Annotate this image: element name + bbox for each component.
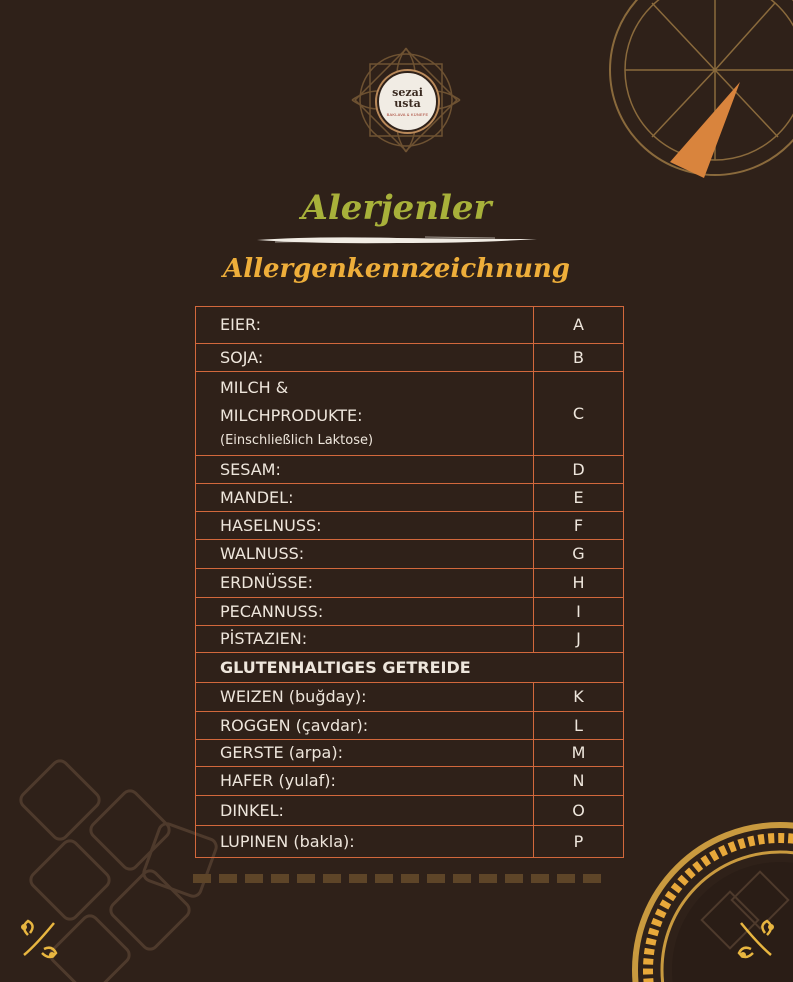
grain-name: LUPINEN (bakla):: [196, 826, 534, 858]
brush-stroke-divider: [255, 234, 539, 246]
flourish-right-icon: [733, 915, 779, 961]
allergen-note: (Einschließlich Laktose): [220, 433, 374, 448]
table-row: [196, 598, 624, 626]
table-row: [196, 456, 624, 484]
table-row: [196, 826, 624, 858]
table-row: [196, 484, 624, 512]
allergen-name-multiline: [196, 372, 534, 456]
table-row: [196, 740, 624, 767]
page-title-german: Allergenkennzeichnung: [223, 254, 570, 284]
allergen-code: B: [534, 344, 624, 372]
grain-name: WEIZEN (buğday):: [196, 683, 534, 712]
logo-line-1: sezai: [392, 85, 423, 99]
grain-name: HAFER (yulaf):: [196, 767, 534, 796]
table-row: [196, 767, 624, 796]
allergen-code: E: [534, 484, 624, 512]
allergen-name: MANDEL:: [196, 484, 534, 512]
table-row: [196, 344, 624, 372]
allergen-code: I: [534, 598, 624, 626]
grain-name: ROGGEN (çavdar):: [196, 712, 534, 740]
grain-name: DINKEL:: [196, 796, 534, 826]
logo-line-2: usta: [394, 96, 421, 110]
grain-code: O: [534, 796, 624, 826]
allergen-code: A: [534, 307, 624, 344]
page-title-turkish: Alerjenler: [301, 188, 492, 228]
table-row: [196, 512, 624, 540]
allergen-code: D: [534, 456, 624, 484]
allergen-name-line-1: MILCH &: [220, 378, 289, 397]
allergen-name-line-2: MILCHPRODUKTE:: [220, 406, 363, 425]
table-row: [196, 683, 624, 712]
table-row: [196, 796, 624, 826]
allergen-name: HASELNUSS:: [196, 512, 534, 540]
allergen-name: SOJA:: [196, 344, 534, 372]
grain-code: M: [534, 740, 624, 767]
table-row: [196, 307, 624, 344]
table-row: [196, 712, 624, 740]
allergen-code: J: [534, 626, 624, 653]
grain-name: GERSTE (arpa):: [196, 740, 534, 767]
allergen-code: F: [534, 512, 624, 540]
allergen-table: [195, 306, 624, 858]
allergen-name: PİSTAZIEN:: [196, 626, 534, 653]
grain-code: K: [534, 683, 624, 712]
allergen-name: SESAM:: [196, 456, 534, 484]
logo-tagline: BAKLAVA & KÜNEFE: [386, 111, 429, 117]
allergen-name: EIER:: [196, 307, 534, 344]
allergen-code: G: [534, 540, 624, 569]
dashed-divider: [193, 874, 601, 883]
citrus-slice-decoration: [600, 0, 793, 200]
allergen-name: WALNUSS:: [196, 540, 534, 569]
grain-code: N: [534, 767, 624, 796]
allergen-name: PECANNUSS:: [196, 598, 534, 626]
logo-badge: [377, 71, 438, 132]
table-group-row: [196, 653, 624, 683]
gluten-group-header: GLUTENHALTIGES GETREIDE: [196, 653, 624, 683]
table-row: [196, 569, 624, 598]
table-row: [196, 540, 624, 569]
grain-code: P: [534, 826, 624, 858]
table-row: [196, 626, 624, 653]
table-row: [196, 372, 624, 456]
allergen-name: ERDNÜSSE:: [196, 569, 534, 598]
allergen-code: C: [534, 372, 624, 456]
grain-code: L: [534, 712, 624, 740]
flourish-left-icon: [16, 915, 62, 961]
allergen-code: H: [534, 569, 624, 598]
logo: [344, 44, 468, 156]
